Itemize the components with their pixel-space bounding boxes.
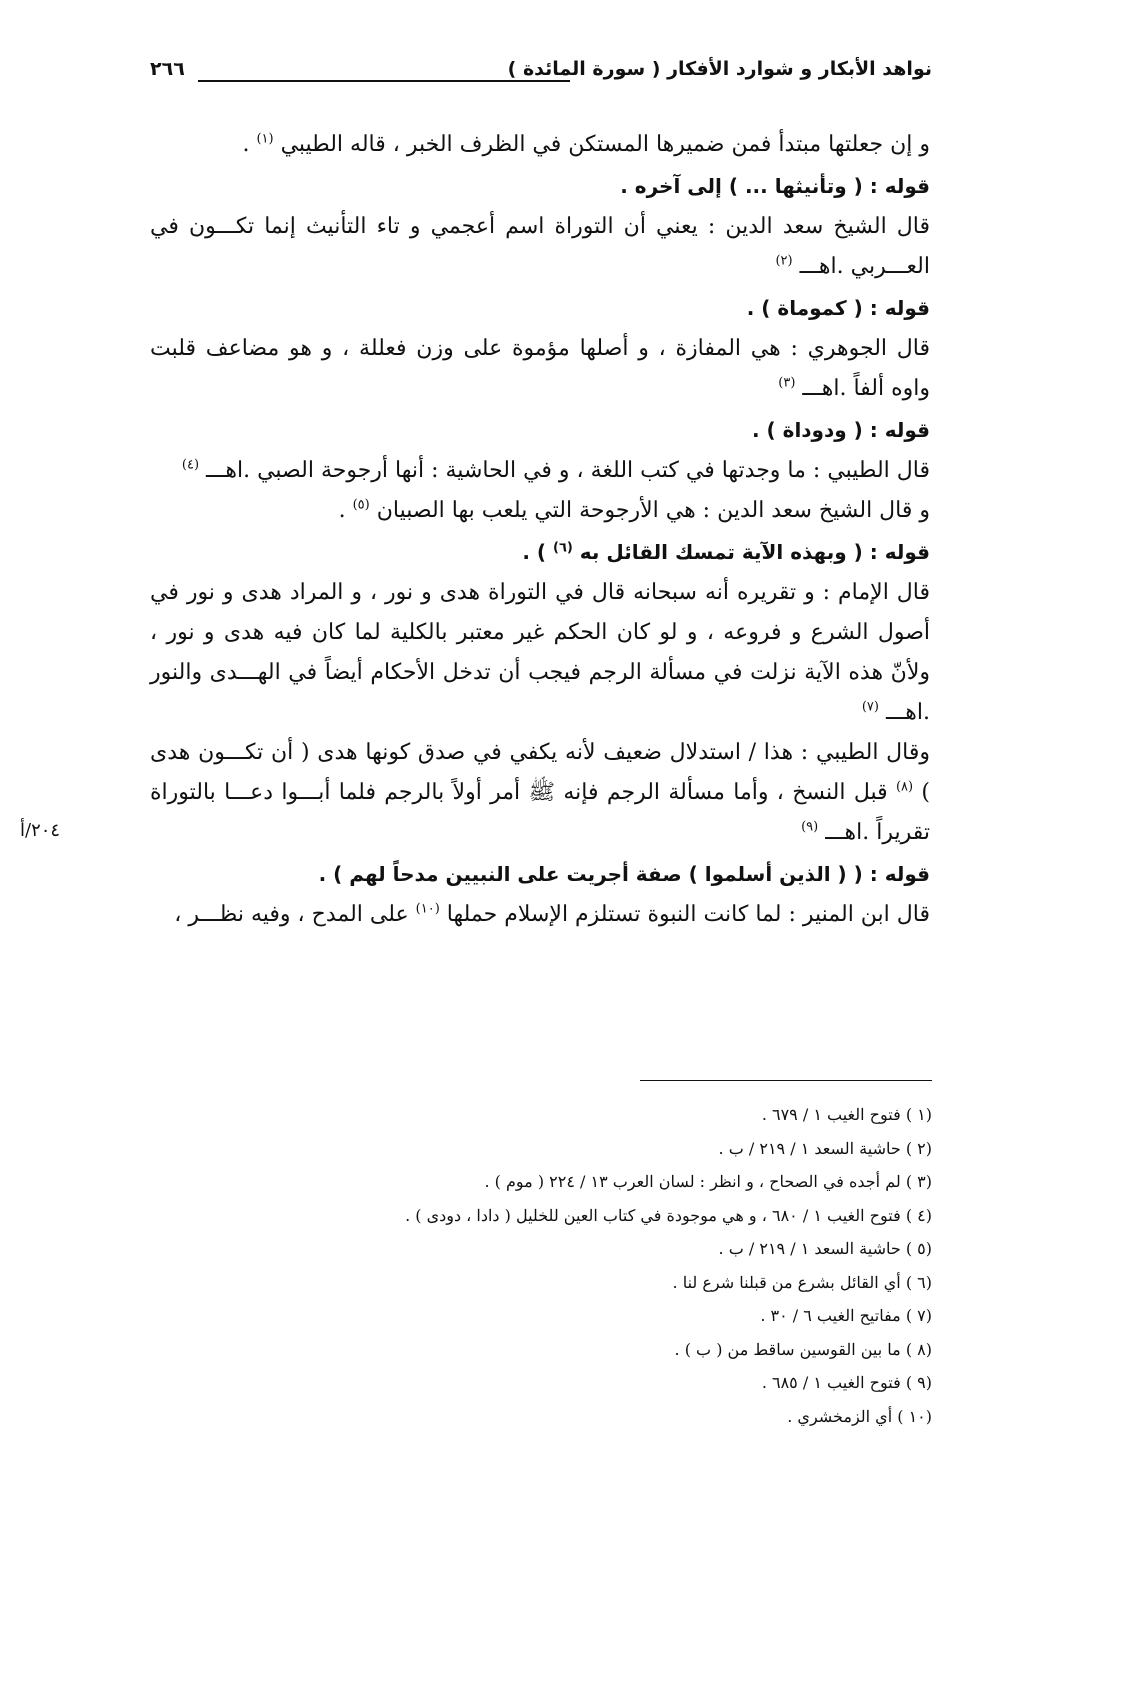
footnote: (٧ ) مفاتيح الغيب ٦ / ٣٠ .	[760, 1306, 932, 1325]
footnote: (٢ ) حاشية السعد ١ / ٢١٩ / ب .	[718, 1138, 932, 1158]
section-heading: قوله : ( وتأنيثها ... ) إلى آخره .	[620, 174, 930, 198]
paragraph: قال الطيبي : ما وجدتها في كتب اللغة ، و في الحاشية : أنها أرجوحة الصبي .اهـــ $^{(٤)}$	[181, 457, 930, 483]
footnote: (١ ) فتوح الغيب ١ / ٦٧٩ .	[761, 1105, 932, 1124]
footnotes	[300, 1098, 932, 1433]
footnote: (١٠ ) أي الزمخشري .	[787, 1406, 932, 1426]
margin-folio-note: ٢٠٤/أ	[20, 820, 61, 841]
footnote-ref: (١)	[256, 131, 274, 147]
section-heading: قوله : ( ودوداة ) .	[751, 418, 930, 442]
footnote-ref: (٤)	[181, 457, 200, 473]
paragraph: و إن جعلتها مبتدأ فمن ضميرها المستكن في الظرف الخبر ، قاله الطيبي $^{(١)}$ .	[242, 131, 930, 157]
body-text	[150, 125, 930, 935]
header-title: نواهد الأبكار و شوارد الأفكار ( سورة المائدة )	[507, 58, 932, 80]
paragraph: و قال الشيخ سعد الدين : هي الأرجوحة التي يلعب بها الصبيان $^{(٥)}$ .	[338, 497, 930, 523]
running-header	[150, 48, 932, 96]
paragraph: قال الجوهري : هي المفازة ، و أصلها مؤموة على وزن فعللة ، و هو مضاعف قلبت واوه ألفاً .اهـــ $^{(٣)}$	[150, 336, 930, 401]
section-heading: قوله : ( ( الذين أسلموا ) صفة أجريت على النبيين مدحاً لهم ) .	[318, 862, 930, 886]
paragraph: قال الشيخ سعد الدين : يعني أن التوراة اسم أعجمي و تاء التأنيث إنما تكـــون في العـــربي .اهـــ $^{(٢)}$	[150, 214, 930, 279]
footnote-ref: (٦)	[552, 540, 573, 556]
footnote-ref: (١٠)	[415, 901, 440, 917]
footnote: (٨ ) ما بين القوسين ساقط من ( ب ) .	[674, 1339, 932, 1359]
footnote-ref: (٣)	[778, 375, 796, 391]
footnote: (٤ ) فتوح الغيب ١ / ٦٨٠ ، و هي موجودة في كتاب العين للخليل ( دادا ، دودى ) .	[405, 1205, 932, 1225]
page-number: ٢٦٦	[150, 58, 185, 80]
footnote: (٥ ) حاشية السعد ١ / ٢١٩ / ب .	[718, 1239, 932, 1258]
paragraph: قال ابن المنير : لما كانت النبوة تستلزم الإسلام حملها $^{(١٠)}$ على المدح ، وفيه نظـــر ،	[174, 901, 930, 927]
footnote: (٩ ) فتوح الغيب ١ / ٦٨٥ .	[761, 1373, 932, 1392]
footnote-ref: (٥)	[352, 497, 370, 513]
paragraph: قال الإمام : و تقريره أنه سبحانه قال في التوراة هدى و نور ، و المراد هدى و نور في أصول الشرع و فروعه ، و لو كان الحكم غير معتبر بالكلية لما كان فيه هدى و نور ، ولأنّ هذه الآية نزلت في مسألة الرجم فيجب أن تدخل الأحكام أيضاً في الهـــدى والنور .اهـــ $^{(٧)}$	[150, 580, 930, 725]
footnote-ref: (٧)	[861, 699, 879, 715]
section-heading: قوله : ( وبهذه الآية تمسك القائل به $^{(٦)}$ ) .	[522, 540, 930, 564]
footnote-ref: (٩)	[801, 819, 819, 835]
footnote-separator	[640, 1080, 932, 1081]
paragraph: وقال الطيبي : هذا / استدلال ضعيف لأنه يكفي في صدق كونها هدى ( أن تكـــون هدى ) $^{(٨)}$ قبل النسخ ، وأما مسألة الرجم فإنه ﷺ أمر أولاً بالرجم فلما أبـــوا دعـــا بالتوراة تقريراً .اهـــ $^{(٩)}$	[150, 740, 930, 845]
section-heading: قوله : ( كموماة ) .	[746, 296, 930, 320]
footnote-ref: (٢)	[775, 253, 793, 269]
footnote-ref: (٨)	[895, 779, 914, 795]
footnote: (٣ ) لم أجده في الصحاح ، و انظر : لسان العرب ١٣ / ٢٢٤ ( موم ) .	[484, 1172, 932, 1191]
footnote: (٦ ) أي القائل بشرع من قبلنا شرع لنا .	[672, 1272, 932, 1292]
header-rule	[198, 80, 570, 82]
